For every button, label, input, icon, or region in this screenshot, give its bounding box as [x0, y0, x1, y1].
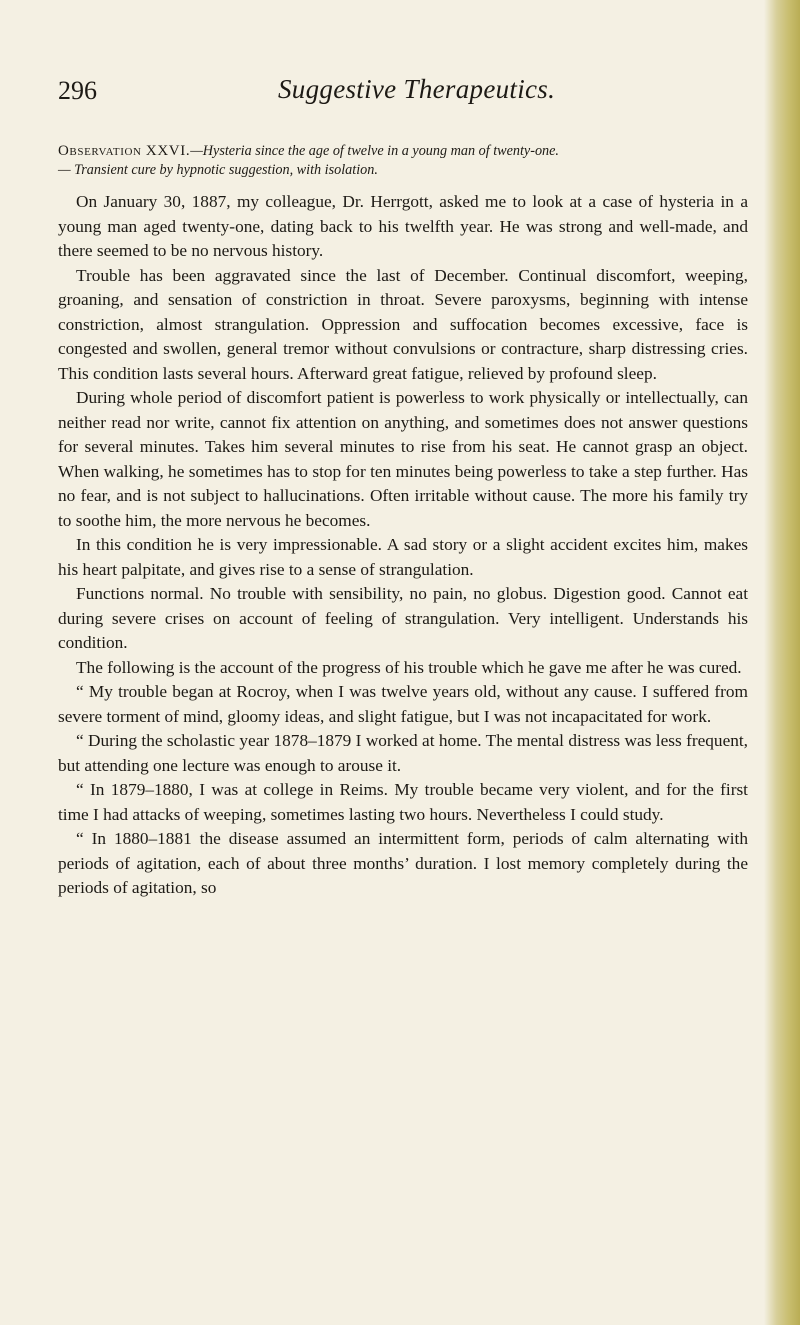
paragraph: “ My trouble began at Rocroy, when I was twelve years old, without any cause. I suffered from severe torment of mind, gloomy ideas, and slight fatigue, but I was not incapacitated for work. [58, 682, 748, 726]
paragraph: Trouble has been aggravated since the last of December. Continual discomfort, weeping, groaning, and sensation of constriction in throat. Severe paroxysms, beginning with intense constriction, almost strangulation. Oppression and suffocation becomes excessive, face is congested and swollen, general tremor without convulsions or contracture, sharp distressing cries. This condition lasts several hours. Afterward great fatigue, relieved by profound sleep. [58, 265, 748, 383]
paragraph: During whole period of discomfort patient is powerless to work physically or intellectually, can neither read nor write, cannot fix attention on anything, and sometimes does not answer questions for several minutes. Takes him several minutes to rise from his seat. He cannot grasp an object. When walking, he sometimes has to stop for ten minutes being powerless to take a step further. Has no fear, and is not subject to hallucinations. Often irritable without cause. The more his family try to soothe him, the more nervous he becomes. [58, 388, 748, 530]
paragraph: “ During the scholastic year 1878–1879 I worked at home. The mental distress was less frequent, but attending one lecture was enough to arouse it. [58, 731, 748, 775]
page-header [58, 70, 748, 110]
page-number: 296 [58, 76, 97, 105]
paragraph: Functions normal. No trouble with sensibility, no pain, no globus. Digestion good. Cannot eat during severe crises on account of feeling of strangulation. Very intelligent. Understands his condition. [58, 584, 748, 652]
paragraph: On January 30, 1887, my colleague, Dr. Herrgott, asked me to look at a case of hysteria in a young man aged twenty-one, dating back to his twelfth year. He was strong and well-made, and there seemed to be no nervous history. [58, 192, 748, 260]
paragraph: “ In 1879–1880, I was at college in Reims. My trouble became very violent, and for the first time I had attacks of weeping, sometimes lasting two hours. Nevertheless I could study. [58, 780, 748, 824]
observation-title: —Hysteria since the age of twelve in a young man of twenty-one. [190, 143, 559, 159]
page-body [58, 142, 748, 901]
observation-heading [58, 142, 748, 180]
page-edge-shadow [764, 0, 800, 1325]
running-title: Suggestive Therapeutics. [278, 74, 556, 104]
observation-label: Observation XXVI. [58, 143, 191, 159]
observation-subtitle: — Transient cure by hypnotic suggestion, with isolation. [58, 162, 378, 178]
paragraph: The following is the account of the progress of his trouble which he gave me after he was cured. [76, 657, 742, 677]
paragraph: “ In 1880–1881 the disease assumed an intermittent form, periods of calm alternating with periods of agitation, each of about three months’ duration. I lost memory completely during the periods of agitation, so [58, 829, 748, 897]
paragraph: In this condition he is very impressionable. A sad story or a slight accident excites him, makes his heart palpitate, and gives rise to a sense of strangulation. [58, 535, 748, 579]
